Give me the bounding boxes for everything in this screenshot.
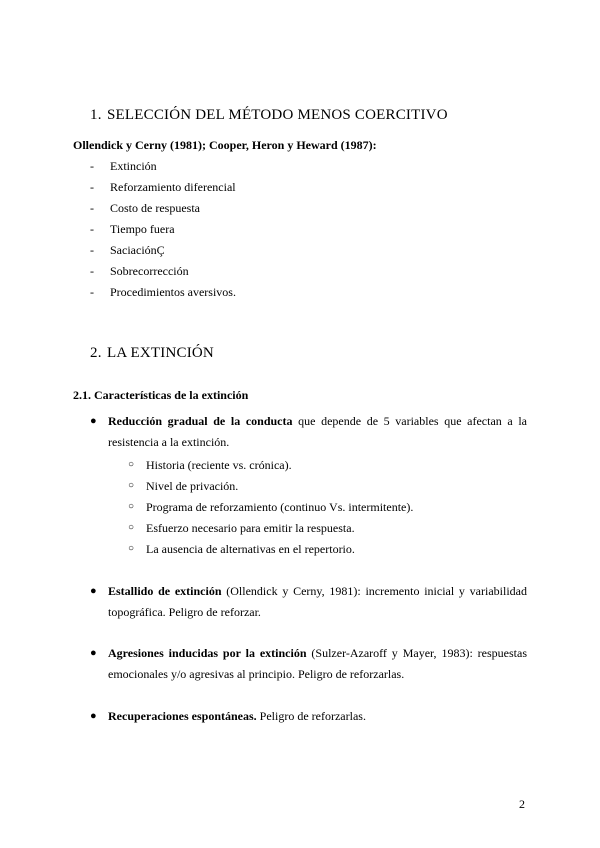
section-2-title: LA EXTINCIÓN <box>107 345 214 361</box>
section-2-number: 2. <box>90 345 102 361</box>
section-1-number: 1. <box>90 107 102 123</box>
bullet-2-paragraph: Estallido de extinción (Ollendick y Cerny, 1981): incremento inicial y variabilidad topográfica. Peligro de reforzar. <box>108 584 527 619</box>
section-2-heading <box>90 345 214 362</box>
bullet-dot: ● <box>90 415 97 427</box>
bullet-dot: ● <box>90 710 97 722</box>
bullet-dot: ● <box>90 647 97 659</box>
variables-list: ○ Historia (reciente vs. crónica). ○ Nivel de privación. ○ Programa de reforzamiento (continuo Vs. intermitente). ○ Esfuerzo necesario para emitir la respuesta. ○ La ausencia de alternativas en el repertorio. <box>128 458 414 556</box>
bullet-1-paragraph: Reducción gradual de la conducta que depende de 5 variables que afectan a la resistencia a la extinción. <box>108 414 528 449</box>
bullet-4-paragraph: Recuperaciones espontáneas. Peligro de reforzarlas. <box>108 709 366 723</box>
bullet-3-paragraph: Agresiones inducidas por la extinción (Sulzer-Azaroff y Mayer, 1983): respuestas emocionales y/o agresivas al principio. Peligro de reforzarlas. <box>108 646 527 681</box>
subsection-title: 2.1. Características de la extinción <box>73 388 249 402</box>
page-number: 2 <box>519 797 525 811</box>
section-1-title: SELECCIÓN DEL MÉTODO MENOS COERCITIVO <box>107 107 448 123</box>
section-1-heading <box>90 107 448 124</box>
bullet-dot: ● <box>90 585 97 597</box>
authors-citation: Ollendick y Cerny (1981); Cooper, Heron y Heward (1987): <box>73 138 377 152</box>
method-list: - Extinción - Reforzamiento diferencial - Costo de respuesta - Tiempo fuera - SaciaciónÇ - Sobrecorrección - Procedimientos aversivos. <box>90 159 236 299</box>
